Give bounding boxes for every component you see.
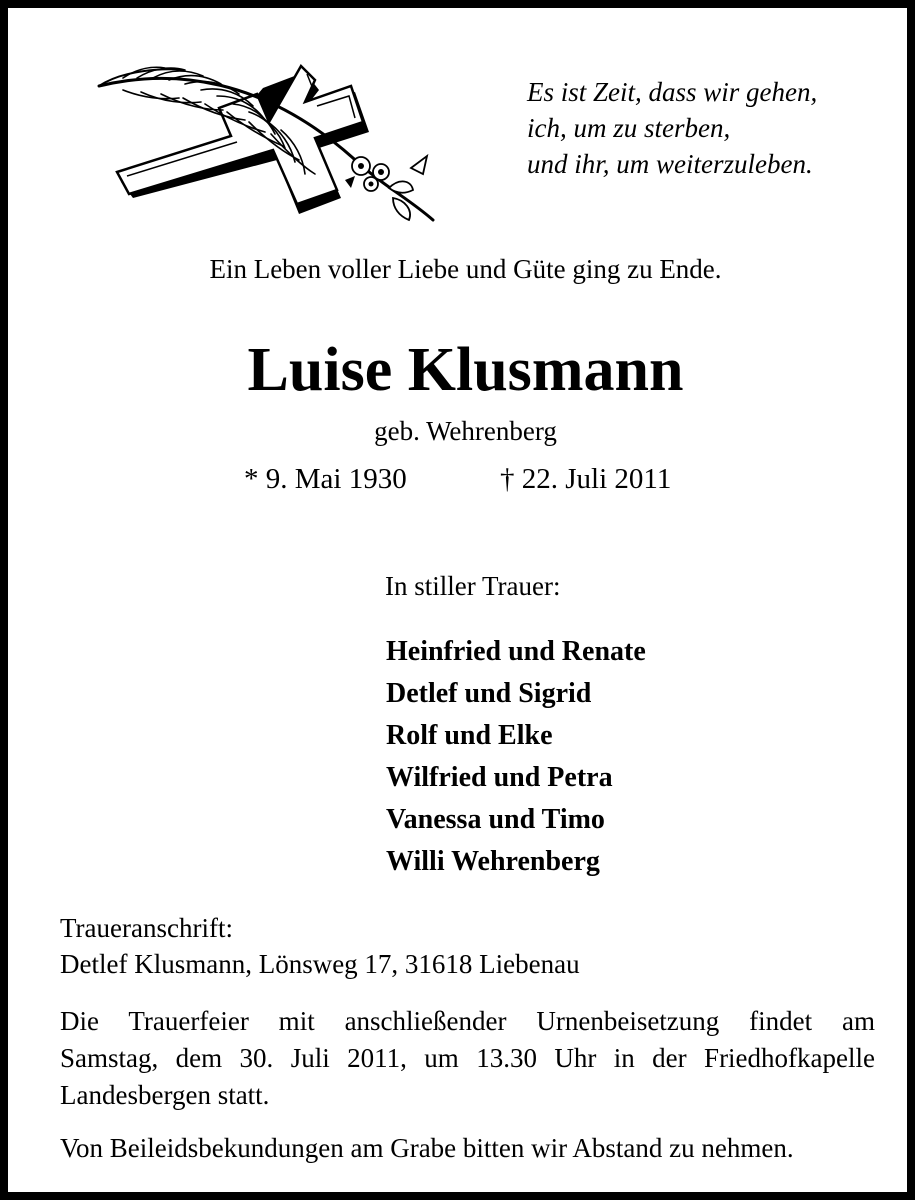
intro-line: Ein Leben voller Liebe und Güte ging zu Ende. <box>209 254 722 284</box>
ceremony-line: Landesbergen statt. <box>60 1080 270 1110</box>
birth-date: * 9. Mai 1930 <box>244 463 407 495</box>
mourning-address: Detlef Klusmann, Lönsweg 17, 31618 Liebenau <box>60 949 580 979</box>
address-label: Traueranschrift: <box>60 913 233 943</box>
cross-with-palm-frond-icon <box>93 48 438 228</box>
mourner-name: Detlef und Sigrid <box>386 678 592 709</box>
death-date: † 22. Juli 2011 <box>500 463 672 495</box>
ceremony-line: Die Trauerfeier mit anschließender Urnenbeisetzung findet am <box>60 1006 875 1036</box>
ceremony-info <box>60 1003 875 1114</box>
poem-line: ich, um zu sterben, <box>527 113 731 143</box>
maiden-name: geb. Wehrenberg <box>374 416 557 446</box>
mourner-name: Rolf und Elke <box>386 720 553 751</box>
ceremony-line: Samstag, dem 30. Juli 2011, um 13.30 Uhr in der Friedhofkapelle <box>60 1043 875 1073</box>
poem-line: und ihr, um weiterzuleben. <box>527 149 813 179</box>
deceased-name: Luise Klusmann <box>247 336 684 404</box>
condolence-note: Von Beileidsbekundungen am Grabe bitten wir Abstand zu nehmen. <box>60 1133 794 1163</box>
mourner-name: Willi Wehrenberg <box>386 846 600 877</box>
mourners-list <box>386 631 646 883</box>
mourner-name: Wilfried und Petra <box>386 762 613 793</box>
poem <box>527 74 817 182</box>
mourner-name: Vanessa und Timo <box>386 804 605 835</box>
mourning-label: In stiller Trauer: <box>385 571 561 601</box>
mourner-name: Heinfried und Renate <box>386 636 646 667</box>
poem-line: Es ist Zeit, dass wir gehen, <box>527 77 818 107</box>
